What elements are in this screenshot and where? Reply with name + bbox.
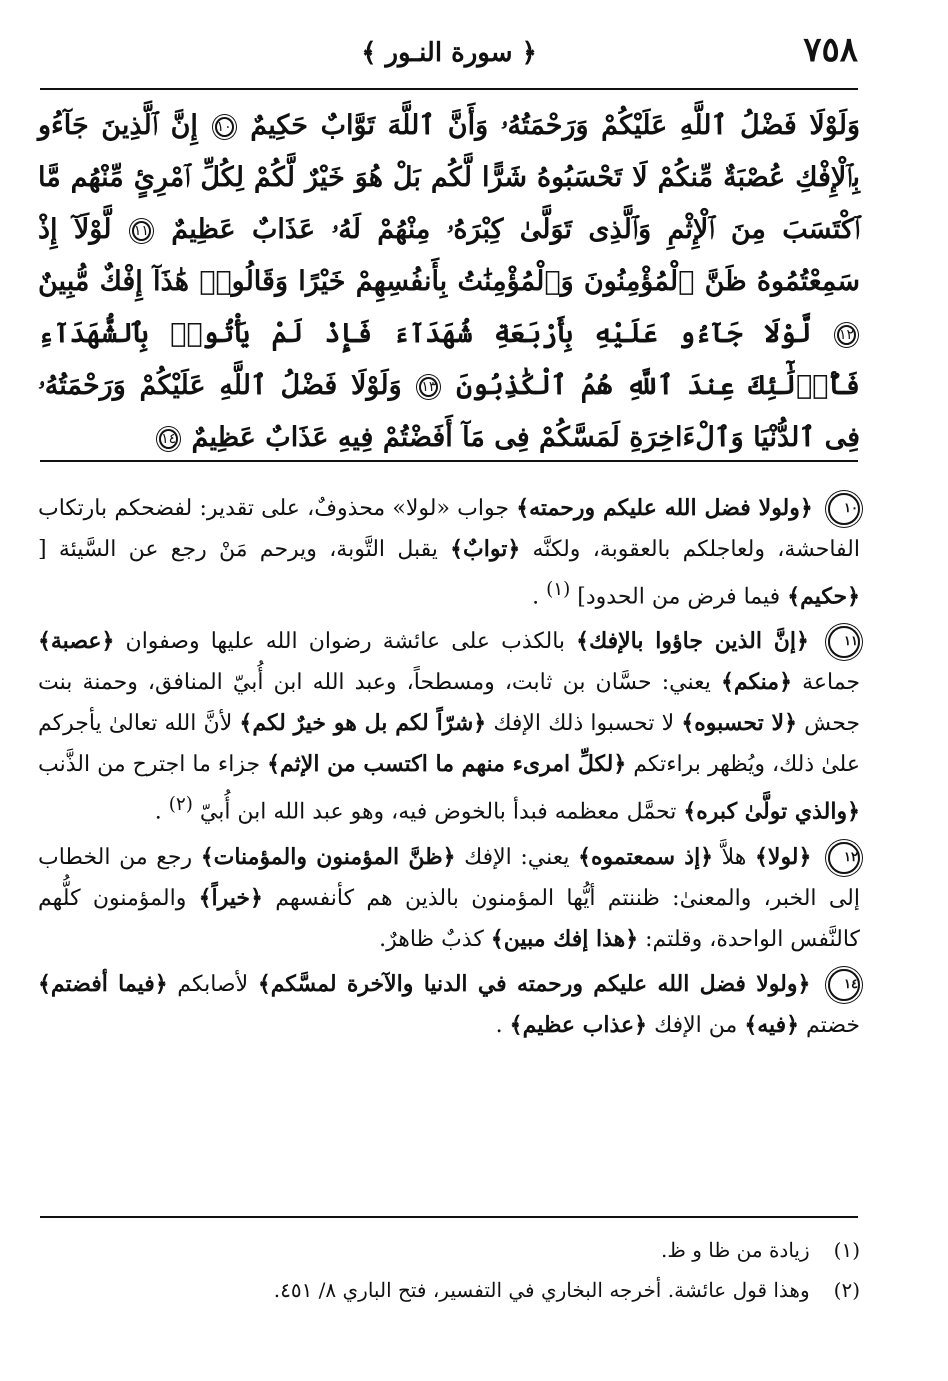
verse-14-text: وَلَوْلَا فَضْلُ ٱللَّهِ عَلَيْكُمْ وَرَحْمَتُهُۥ فِى ٱلدُّنْيَا وَٱلْءَاخِرَةِ لَمَسَّكُمْ فِى مَآ أَفَضْتُمْ فِيهِ عَذَابٌ عَظِيمٌ [38,370,860,453]
commentary-text: جماعة [791,670,861,696]
quoted-phrase: ﴿عصبة﴾ [38,628,115,655]
commentary-text: جزاء ما اجترح من الذَّنب [38,752,261,778]
page-number: ٧٥٨ [803,30,858,70]
footnote-ref[interactable]: (٢) [168,794,193,816]
commentary-text: يقبل التَّوبة، ويرحم مَنْ رجع عن السَّيئة [ [38,537,438,562]
quoted-phrase: ﴿خيراً﴾ [198,884,263,911]
footnote-text: وهذا قول عائشة. أخرجه البخاري في التفسير، فتح الباري ٨/ ٤٥١. [273,1278,810,1302]
commentary-text: لا تحسبوا ذلك الإفك [486,711,675,737]
verse-11-text: إِنَّ ٱلَّذِينَ جَآءُو بِٱلْإِفْكِ عُصْبَةٌ مِّنكُمْ لَا تَحْسَبُوهُ شَرًّا لَّكُم بَلْ هُوَ خَيْرٌ لَّكُمْ لِكُلِّ ٱمْرِئٍ مِّنْهُم مَّا ٱكْتَسَبَ مِنَ ٱلْإِثْمِ وَٱلَّذِى تَوَلَّىٰ كِبْرَهُۥ مِنْهُمْ لَهُۥ عَذَابٌ عَظِيمٌ [38,110,861,245]
quoted-phrase: ﴿إنَّ الذين جاؤوا بالإفك﴾ [576,628,809,655]
commentary-block [38,488,860,1050]
footnote-item [38,1270,860,1310]
verse-12-text: لَّوْلَآ إِذْ سَمِعْتُمُوهُ ظَنَّ ٱلْمُؤْمِنُونَ وَٱلْمُؤْمِنَٰتُ بِأَنفُسِهِمْ خَيْرًا وَقَالُوا۟ هَٰذَآ إِفْكٌ مُّبِينٌ [38,214,860,297]
page-header [40,30,858,80]
quoted-phrase: ﴿فيه﴾ [744,1011,800,1038]
commentary-text: بالكذب على عائشة رضوان الله عليها وصفوان [114,629,566,655]
quoted-phrase: ﴿ظنَّ المؤمنون والمؤمنات﴾ [200,843,456,870]
commentary-number-badge: ١٤ [828,969,860,1001]
quoted-phrase: ﴿لولا﴾ [755,843,812,870]
quoted-phrase: ﴿ولولا فضل الله عليكم ورحمته﴾ [516,495,813,521]
quoted-phrase: ﴿إذ سمعتموه﴾ [578,843,714,870]
quoted-phrase: ﴿لا تحسبوه﴾ [681,710,797,737]
ayah-marker-10: ١٠ [216,118,232,135]
quran-text-block [38,100,860,464]
section-divider [40,460,858,462]
commentary-text: فيما فرض من الحدود] [577,584,781,610]
commentary-number-badge: ١٢ [828,842,860,874]
quoted-phrase: ﴿عذاب عظيم﴾ [509,1011,648,1038]
footnote-number: (١) [833,1238,860,1262]
commentary-entry-11 [38,621,860,832]
commentary-text: جواب «لولا» محذوفٌ، على تقدير: لفضحكم بارتكاب الفاحشة، ولعاجلكم بالعقوبة، ولكنَّه [38,496,860,562]
commentary-entry-10 [38,488,860,617]
quoted-phrase: ﴿توابٌ﴾ [450,536,521,562]
verse-10-text: وَلَوْلَا فَضْلُ ٱللَّهِ عَلَيْكُمْ وَرَحْمَتُهُۥ وَأَنَّ ٱللَّهَ تَوَّابٌ حَكِيمٌ [250,110,861,141]
surah-title: ﴿ سورة النـور ﴾ [361,38,537,68]
quoted-phrase: ﴿والذي تولَّىٰ كبره﴾ [683,798,860,825]
footnote-item [38,1230,860,1270]
commentary-text: لأصابكم [167,971,249,997]
commentary-text: من الإفك [647,1012,738,1038]
footnote-ref[interactable]: (١) [546,579,571,600]
ayah-marker-12: ١٢ [838,326,854,343]
commentary-text: لأنَّ الله تعالىٰ يأجركم علىٰ ذلك، ويُظهر براءتكم [38,711,860,778]
footnote-divider [40,1216,858,1218]
quoted-phrase: ﴿منكم﴾ [720,669,792,696]
commentary-text: يعني: الإفك [455,844,570,870]
commentary-text: والمؤمنون كلُّهم كالنَّفس الواحدة، وقلتم: [38,885,860,952]
quoted-phrase: ﴿فيما أفضتم﴾ [38,970,168,997]
commentary-text: هلاَّ [713,844,747,870]
commentary-text: . [495,1012,503,1038]
quoted-phrase: ﴿هذا إفك مبين﴾ [490,925,639,952]
commentary-entry-12 [38,837,860,960]
commentary-text: يعني: حسَّان بن ثابت، ومسطحاً، وعبد الله ابن أُبيّ المنافق، وحمنة بنت جحش [38,670,861,737]
quoted-phrase: ﴿ولولا فضل الله عليكم ورحمته في الدنيا والآخرة لمسَّكم﴾ [257,970,811,997]
footnotes-block [38,1230,860,1310]
quoted-phrase: ﴿شرّاً لكم بل هو خيرٌ لكم﴾ [239,710,487,737]
commentary-text: . [154,799,162,825]
ayah-marker-13: ١٣ [421,378,437,395]
ayah-marker-11: ١١ [133,222,149,239]
verse-13-text: لَّوْلَا جَآءُو عَلَيْهِ بِأَرْبَعَةِ شُهَدَآءَ فَإِذْ لَمْ يَأْتُوا۟ بِٱلشُّهَدَآءِ فَأُو۟لَٰٓئِكَ عِندَ ٱللَّهِ هُمُ ٱلْكَٰذِبُونَ [38,318,860,401]
quoted-phrase: ﴿حكيم﴾ [787,583,860,610]
ayah-marker-14: ١٤ [161,430,177,447]
commentary-number-badge: ١١ [828,626,860,658]
commentary-text: كذبٌ ظاهرٌ. [379,926,484,952]
commentary-text: خضتم [799,1012,860,1038]
header-divider [40,88,858,90]
commentary-text: . [532,584,540,610]
quoted-phrase: ﴿لكلِّ امرىء منهم ما اكتسب من الإثم﴾ [267,751,627,778]
commentary-text: رجع من الخطاب إلى الخبر، والمعنىٰ: ظننتم أيُّها المؤمنون بالذين هم كأنفسهم [38,844,861,911]
commentary-text: تحمَّل معظمه فبدأ بالخوض فيه، وهو عبد الله ابن أُبيّ [199,799,677,825]
footnote-number: (٢) [833,1278,860,1302]
commentary-number-badge: ١٠ [828,493,860,525]
footnote-text: زيادة من ظا و ظ. [661,1238,810,1262]
commentary-entry-14 [38,964,860,1046]
